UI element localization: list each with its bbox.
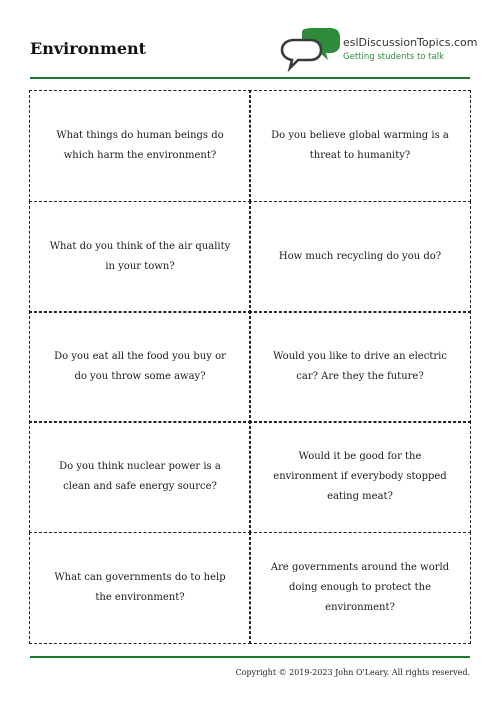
question-card — [249, 421, 471, 533]
question-text: Do you eat all the food you buy or do you throw some away? — [54, 350, 226, 382]
header-divider — [30, 77, 470, 79]
page-header — [0, 0, 500, 80]
question-card — [29, 421, 251, 533]
question-text: What things do human beings do which harm the environment? — [56, 130, 224, 162]
brand-tagline: Getting students to talk — [343, 52, 445, 62]
question-card — [249, 532, 471, 644]
brand-name: eslDiscussionTopics.com — [343, 36, 478, 49]
question-text: Do you believe global warming is a threat to humanity? — [271, 130, 449, 162]
page-title: Environment — [30, 39, 147, 58]
question-card — [249, 90, 471, 202]
question-card — [29, 90, 251, 202]
question-card — [29, 532, 251, 644]
question-card-grid — [30, 91, 470, 643]
footer-divider — [30, 656, 470, 658]
question-text: How much recycling do you do? — [278, 250, 442, 262]
question-card — [29, 311, 251, 423]
speech-bubbles-icon — [280, 28, 340, 72]
question-text: Would you like to drive an electric car? Are they the future? — [273, 350, 447, 382]
question-text: What can governments do to help the environment? — [54, 571, 226, 603]
question-text: Are governments around the world doing enough to protect the environment? — [270, 561, 450, 613]
question-card — [249, 201, 471, 313]
copyright-notice: Copyright © 2019-2023 John O'Leary. All rights reserved. — [235, 668, 470, 677]
question-text: What do you think of the air quality in your town? — [49, 240, 231, 272]
question-card — [29, 201, 251, 313]
question-card — [249, 311, 471, 423]
question-text: Would it be good for the environment if everybody stopped eating meat? — [273, 451, 447, 503]
question-text: Do you think nuclear power is a clean and safe energy source? — [59, 461, 221, 493]
